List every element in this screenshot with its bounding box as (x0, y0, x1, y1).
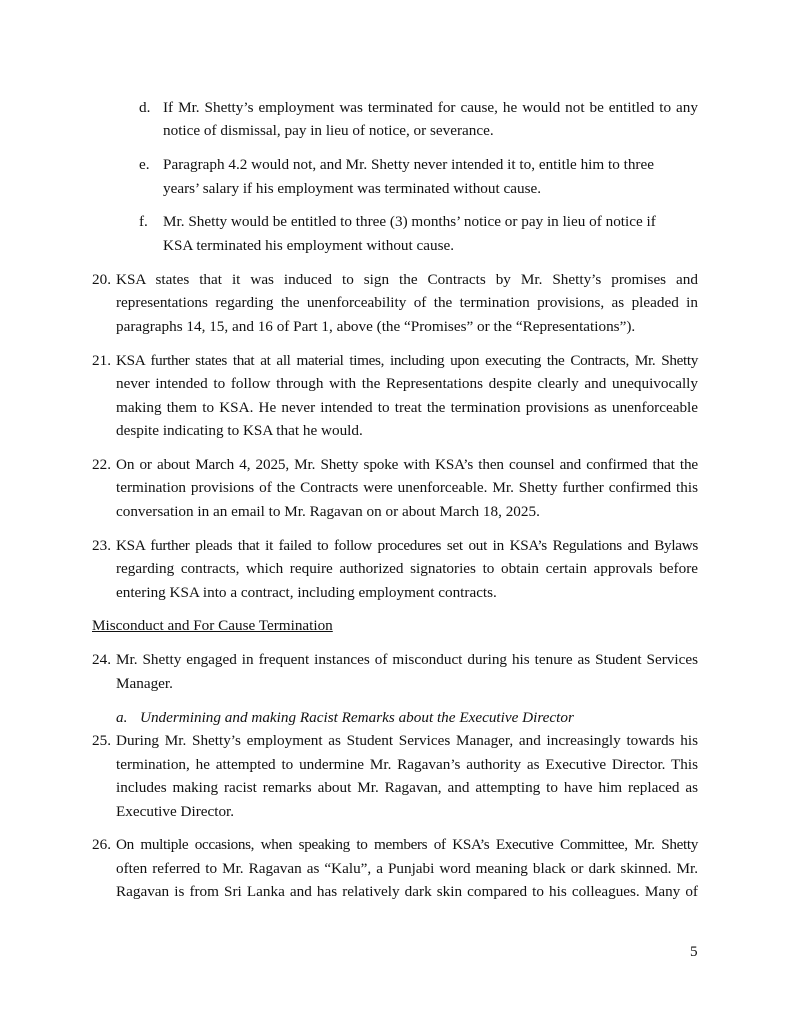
sub-item-line: If Mr. Shetty’s employment was terminated for cause, he would not be entitled to any (163, 99, 698, 116)
paragraph-line: termination, he attempted to undermine Mr. Ragavan’s authority as Executive Director. This (116, 756, 698, 773)
page-number: 5 (690, 943, 698, 960)
paragraph-line: KSA states that it was induced to sign the Contracts by Mr. Shetty’s promises and (116, 271, 698, 288)
sub-item-line: Mr. Shetty would be entitled to three (3) months’ notice or pay in lieu of notice if (163, 213, 656, 230)
paragraph-line: representations regarding the unenforceability of the termination provisions, as pleaded in (116, 294, 698, 311)
paragraph-line: conversation in an email to Mr. Ragavan on or about March 18, 2025. (116, 503, 540, 520)
paragraph-number: 23. (92, 537, 111, 554)
paragraph-line: termination provisions of the Contracts were unenforceable. Mr. Shetty further confirmed this (116, 479, 698, 496)
paragraph-number: 25. (92, 732, 111, 749)
paragraph-line: On or about March 4, 2025, Mr. Shetty spoke with KSA’s then counsel and confirmed that the (116, 456, 698, 473)
paragraph-line: During Mr. Shetty’s employment as Student Services Manager, and increasingly towards his (116, 732, 698, 749)
paragraph-line: despite indicating to KSA that he would. (116, 422, 363, 439)
paragraph-number: 26. (92, 836, 111, 853)
sub-item-label: f. (139, 213, 148, 230)
paragraph-line: making them to KSA. He never intended to treat the termination provisions as unenforceable (116, 399, 698, 416)
paragraph-number: 20. (92, 271, 111, 288)
paragraph-line: never intended to follow through with the Representations despite clearly and unequivocally (116, 375, 698, 392)
paragraph-line: Executive Director. (116, 803, 235, 820)
paragraph-line: often referred to Mr. Ragavan as “Kalu”, a Punjabi word meaning black or dark skinned. Mr. (116, 860, 698, 877)
sub-item-label: e. (139, 156, 150, 173)
paragraph-number: 21. (92, 352, 111, 369)
paragraph-line: KSA further pleads that it failed to follow procedures set out in KSA’s Regulations and Bylaws (116, 537, 698, 554)
subheading-label: a. (116, 709, 128, 726)
paragraph-line: KSA further states that at all material times, including upon executing the Contracts, Mr. Shetty (116, 352, 698, 369)
sub-item-line: KSA terminated his employment without cause. (163, 237, 455, 254)
sub-item-line: notice of dismissal, pay in lieu of notice, or severance. (163, 122, 494, 139)
paragraph-line: Mr. Shetty engaged in frequent instances of misconduct during his tenure as Student Services (116, 651, 698, 668)
sub-item-line: years’ salary if his employment was terminated without cause. (163, 180, 542, 197)
paragraph-line: entering KSA into a contract, including employment contracts. (116, 584, 497, 601)
paragraph-line: regarding contracts, which require authorized signatories to obtain certain approvals before (116, 560, 698, 577)
sub-item-label: d. (139, 99, 151, 116)
sub-item-line: Paragraph 4.2 would not, and Mr. Shetty never intended it to, entitle him to three (163, 156, 654, 173)
paragraph-line: Ragavan is from Sri Lanka and has relatively dark skin compared to his colleagues. Many of (116, 883, 698, 900)
paragraph-number: 22. (92, 456, 111, 473)
paragraph-line: includes making racist remarks about Mr. Ragavan, and attempting to have him replaced as (116, 779, 698, 796)
section-heading: Misconduct and For Cause Termination (92, 617, 333, 634)
paragraph-line: Manager. (116, 675, 173, 692)
paragraph-number: 24. (92, 651, 111, 668)
paragraph-line: paragraphs 14, 15, and 16 of Part 1, above (the “Promises” or the “Representations”). (116, 318, 636, 335)
paragraph-line: On multiple occasions, when speaking to members of KSA’s Executive Committee, Mr. Shetty (116, 836, 698, 853)
subheading-text: Undermining and making Racist Remarks about the Executive Director (140, 709, 574, 726)
